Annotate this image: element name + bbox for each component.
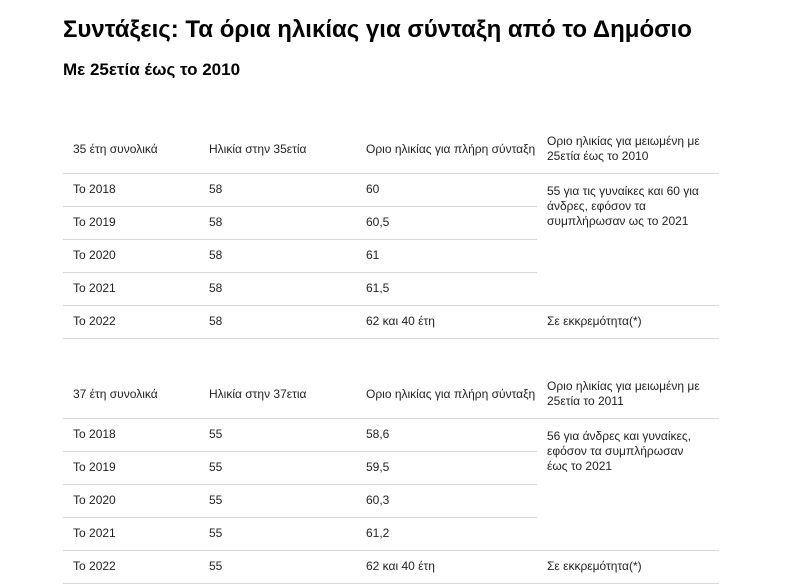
cell-age: 58 [199, 305, 356, 338]
header-age-at-years: Ηλικία στην 37ετια [199, 371, 356, 418]
cell-reduced-pension-note: 55 για τις γυναίκες και 60 για άνδρες, εφόσον τα συμπλήρωσαν ως το 2021 [537, 173, 719, 305]
header-total-years: 37 έτη συνολικά [63, 371, 199, 418]
cell-age: 58 [199, 239, 356, 272]
table-header-row [63, 371, 719, 418]
header-full-pension-age: Οριο ηλικίας για πλήρη σύνταξη [356, 126, 537, 173]
cell-full-pension-age: 61,2 [356, 517, 537, 550]
header-reduced-pension-age: Οριο ηλικίας για μειωμένη με 25ετία το 2011 [537, 371, 719, 418]
cell-year: Το 2018 [63, 173, 199, 206]
header-total-years: 35 έτη συνολικά [63, 126, 199, 173]
cell-full-pension-age: 61 [356, 239, 537, 272]
page-subtitle: Με 25ετία έως το 2010 [63, 60, 241, 79]
cell-year: Το 2021 [63, 272, 199, 305]
cell-year: Το 2022 [63, 305, 199, 338]
cell-age: 55 [199, 451, 356, 484]
cell-full-pension-age: 60,3 [356, 484, 537, 517]
table-row [63, 305, 719, 338]
age-limits-table-37-years [63, 371, 719, 584]
age-limits-table-35-years [63, 126, 719, 339]
table-header-row [63, 126, 719, 173]
header-age-at-years: Ηλικία στην 35ετία [199, 126, 356, 173]
cell-full-pension-age: 60,5 [356, 206, 537, 239]
cell-pending-note: Σε εκκρεμότητα(*) [537, 305, 719, 338]
cell-age: 58 [199, 173, 356, 206]
cell-full-pension-age: 62 και 40 έτη [356, 550, 537, 583]
cell-full-pension-age: 60 [356, 173, 537, 206]
cell-year: Το 2021 [63, 517, 199, 550]
cell-age: 58 [199, 206, 356, 239]
cell-year: Το 2022 [63, 550, 199, 583]
page-title: Συντάξεις: Τα όρια ηλικίας για σύνταξη από το Δημόσιο [63, 16, 692, 43]
cell-full-pension-age: 62 και 40 έτη [356, 305, 537, 338]
cell-year: Το 2019 [63, 451, 199, 484]
cell-pending-note: Σε εκκρεμότητα(*) [537, 550, 719, 583]
cell-age: 58 [199, 272, 356, 305]
table-row [63, 418, 719, 451]
cell-age: 55 [199, 484, 356, 517]
cell-age: 55 [199, 550, 356, 583]
cell-full-pension-age: 58,6 [356, 418, 537, 451]
cell-year: Το 2020 [63, 484, 199, 517]
cell-year: Το 2020 [63, 239, 199, 272]
cell-age: 55 [199, 418, 356, 451]
table-row [63, 550, 719, 583]
header-full-pension-age: Οριο ηλικίας για πλήρη σύνταξη [356, 371, 537, 418]
table-row [63, 173, 719, 206]
cell-full-pension-age: 59,5 [356, 451, 537, 484]
cell-reduced-pension-note: 56 για άνδρες και γυναίκες, εφόσον τα συμπλήρωσαν έως το 2021 [537, 418, 719, 550]
cell-age: 55 [199, 517, 356, 550]
cell-year: Το 2018 [63, 418, 199, 451]
header-reduced-pension-age: Οριο ηλικίας για μειωμένη με 25ετία έως το 2010 [537, 126, 719, 173]
cell-year: Το 2019 [63, 206, 199, 239]
cell-full-pension-age: 61,5 [356, 272, 537, 305]
